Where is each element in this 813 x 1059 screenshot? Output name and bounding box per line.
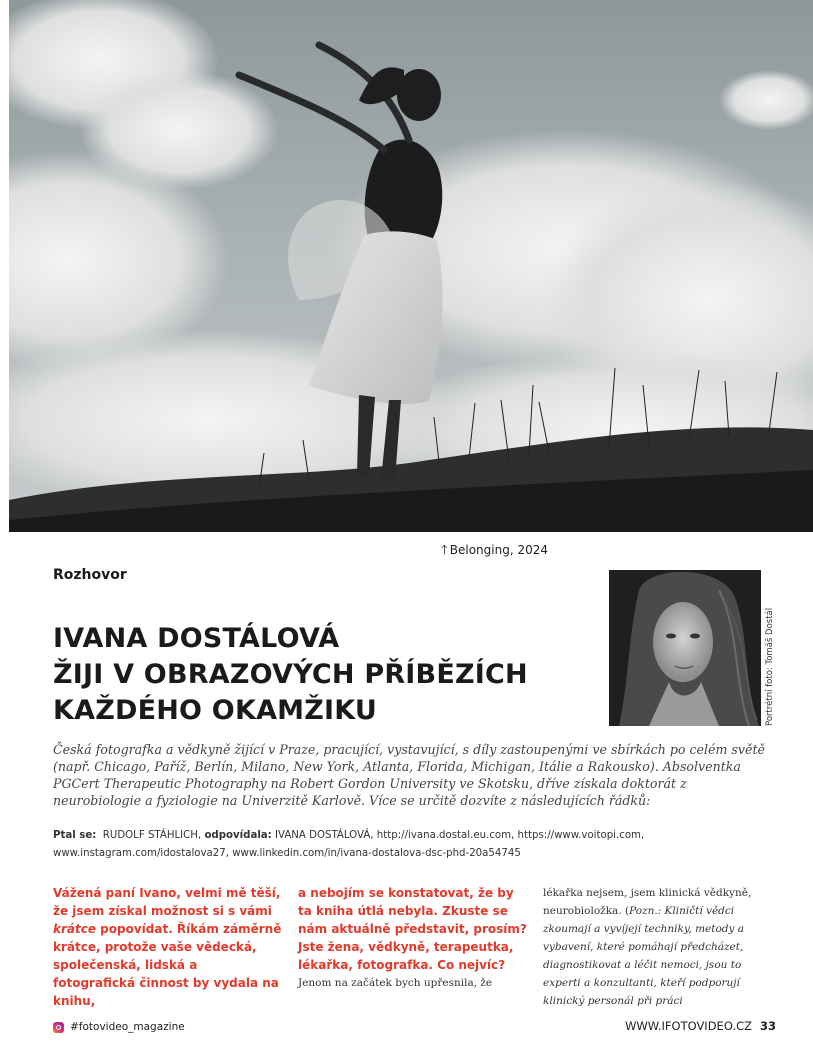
hero-photo-illustration bbox=[9, 0, 813, 532]
answer-text: lékařka nejsem, jsem klinická vědkyně, neurobioložka. (Pozn.: Kliničtí vědci zkoumají a vyvíjejí techniky, metody a vybavení, které pomáhají předcházet, diagnostikovat a léčit nemoci, jsou to experti a konzultanti, kteří podporují klinický personál při práci bbox=[543, 887, 752, 1007]
question-text: a nebojím se konstatovat, že by ta kniha útlá nebyla. Zkuste se nám aktuálně představit, prosím? Jste žena, vědkyně, terapeutka, lékařka, fotografka. Co nejvíc? bbox=[298, 886, 527, 972]
footer-hashtag: #fotovideo_magazine bbox=[53, 1021, 185, 1033]
portrait-illustration bbox=[609, 570, 761, 726]
page-title bbox=[53, 621, 613, 729]
column-3 bbox=[543, 884, 768, 1010]
title-line: IVANA DOSTÁLOVÁ bbox=[53, 623, 340, 654]
question-text: Vážená paní Ivano, velmi mě těší, že jsem získal možnost si s vámi krátce popovídat. Říkám záměrně krátce, protože vaše vědecká, společenská, lidská a fotografická činnost by vydala na knihu, bbox=[53, 886, 282, 1008]
section-label: Rozhovor bbox=[53, 567, 127, 583]
title-line: KAŽDÉHO OKAMŽIKU bbox=[53, 695, 378, 726]
column-1 bbox=[53, 884, 283, 1010]
intro-paragraph: Česká fotografka a vědkyně žijící v Praze, pracující, vystavující, s díly zastoupenými ve sbírkách po celém světě (např. Chicago, Paříž, Berlín, Milano, New York, Atlanta, Florida, Michigan, Itálie a Rakousko). Absolventka PGCert Therapeutic Photography na Robert Gordon University ve Skotsku, dříve získala doktorát z neurobiologie a fyziologie na Univerzitě Karlově. Více se určitě dozvíte z následujících řádků: bbox=[53, 742, 765, 808]
site-url: WWW.IFOTOVIDEO.CZ bbox=[625, 1019, 752, 1033]
column-2 bbox=[298, 884, 528, 992]
portrait-photo bbox=[609, 570, 761, 726]
footer-site bbox=[625, 1019, 776, 1033]
arrow-up-icon: 🡑 bbox=[441, 543, 448, 558]
answer-text: Jenom na začátek bych upřesnila, že bbox=[298, 977, 493, 989]
hero-caption: 🡑 Belonging, 2024 bbox=[441, 543, 549, 558]
portrait-credit: Portrétní foto: Tomáš Dostál bbox=[765, 607, 775, 726]
hero-photo bbox=[9, 0, 813, 532]
page-number: 33 bbox=[759, 1019, 776, 1033]
interview-credits: Ptal se: RUDOLF STÁHLICH, odpovídala: IVANA DOSTÁLOVÁ, http://ivana.dostal.eu.com, https://www.voitopi.com, www.instagram.com/idostalova27, www.linkedin.com/in/ivana-dostalova-dsc-phd-20a54745 bbox=[53, 830, 645, 859]
title-line: ŽIJI V OBRAZOVÝCH PŘÍBĚZÍCH bbox=[53, 659, 528, 690]
instagram-icon bbox=[53, 1022, 64, 1033]
credits-links: http://ivana.dostal.eu.com, https://www.voitopi.com, www.instagram.com/idostalova27, www.linkedin.com/in/ivana-dostalova-dsc-phd-20a54745 bbox=[53, 830, 645, 859]
